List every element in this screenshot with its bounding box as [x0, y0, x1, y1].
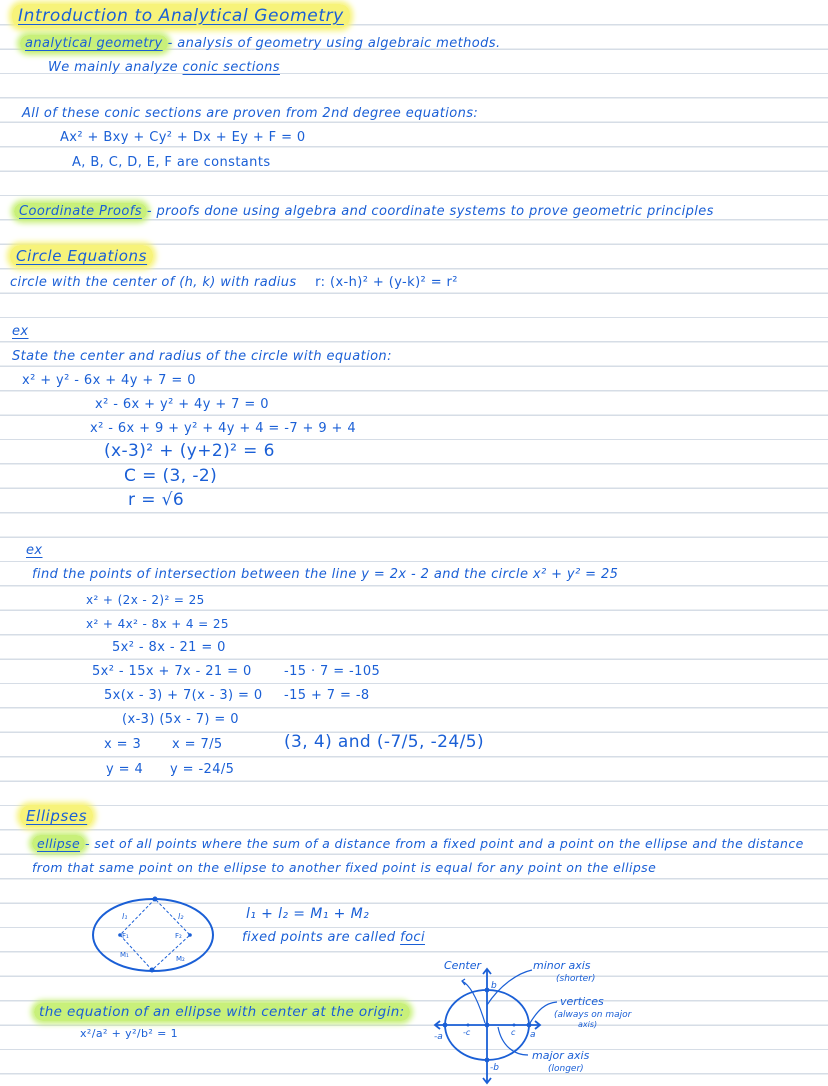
circle-formula: r: (x-h)² + (y-k)² = r² [315, 275, 458, 290]
foci-relation: l₁ + l₂ = M₁ + M₂ [246, 906, 370, 922]
svg-text:l₂: l₂ [178, 912, 184, 921]
circle-statement: circle with the center of (h, k) with radius r: (x-h)² + (y-k)² = r² [10, 275, 458, 290]
definition-analytical-geometry: analytical geometry - analysis of geometry using algebraic methods. [20, 36, 500, 52]
example2-step: x² + 4x² - 8x + 4 = 25 [86, 617, 229, 631]
foci-note: fixed points are called foci [242, 930, 425, 945]
example2-y2: y = -24/5 [170, 762, 235, 777]
example2-prompt: find the points of intersection between the line y = 2x - 2 and the circle x² + y² = 25 [32, 567, 619, 582]
svg-text:Center: Center [444, 959, 482, 972]
svg-text:M₂: M₂ [176, 955, 185, 963]
example2-step: 5x(x - 3) + 7(x - 3) = 0 [104, 688, 263, 703]
conic-sections-term: conic sections [182, 60, 280, 75]
example1-step: x² - 6x + y² + 4y + 7 = 0 [95, 397, 269, 412]
example2-x1: x = 3 [104, 737, 142, 752]
svg-text:-b: -b [490, 1063, 499, 1073]
svg-text:b: b [491, 981, 497, 991]
example1-step: (x-3)² + (y+2)² = 6 [104, 441, 275, 461]
svg-text:a: a [530, 1030, 536, 1040]
example-label-1: ex [12, 324, 29, 339]
example1-prompt: State the center and radius of the circle with equation: [12, 349, 392, 364]
ellipse-axes-diagram [420, 955, 700, 1086]
example2-answer: (3, 4) and (-7/5, -24/5) [284, 732, 484, 752]
section-title-ellipses: Ellipses [20, 808, 93, 824]
example2-step: x² + (2x - 2)² = 25 [86, 593, 205, 607]
example2-step: (x-3) (5x - 7) = 0 [122, 712, 239, 727]
example1-center: C = (3, -2) [124, 466, 218, 486]
general-equation: Ax² + Bxy + Cy² + Dx + Ey + F = 0 [60, 130, 306, 145]
term-coordinate-proofs: Coordinate Proofs [14, 203, 147, 220]
svg-text:-c: -c [463, 1028, 471, 1037]
conics-statement: All of these conic sections are proven from 2nd degree equations: [22, 106, 479, 121]
svg-text:vertices: vertices [560, 995, 604, 1008]
origin-ellipse-equation: x²/a² + y²/b² = 1 [80, 1027, 179, 1040]
example1-step: x² - 6x + 9 + y² + 4y + 4 = -7 + 9 + 4 [90, 421, 357, 436]
svg-text:-a: -a [434, 1032, 443, 1042]
term-ellipse: ellipse [32, 835, 85, 852]
svg-text:major axis: major axis [532, 1049, 590, 1062]
ellipse-foci-diagram [90, 895, 220, 975]
conic-sections-note: We mainly analyze conic sections [48, 60, 280, 75]
example2-x2: x = 7/5 [172, 737, 223, 752]
foci-term: foci [400, 930, 425, 945]
svg-text:minor axis: minor axis [533, 959, 591, 972]
example1-step: x² + y² - 6x + 4y + 7 = 0 [22, 373, 196, 388]
svg-text:F₂: F₂ [175, 932, 182, 940]
example2-side-work: -15 + 7 = -8 [284, 688, 370, 703]
example-label-2: ex [26, 543, 43, 558]
page-title: Introduction to Analytical Geometry [12, 8, 350, 24]
example1-radius: r = √6 [128, 490, 185, 510]
ellipse-definition-line2: from that same point on the ellipse to another fixed point is equal for any point on the ellipse [32, 860, 657, 875]
term-analytical-geometry: analytical geometry [20, 35, 168, 52]
example2-side-work: -15 · 7 = -105 [284, 664, 381, 679]
definition-coordinate-proofs: Coordinate Proofs - proofs done using algebra and coordinate systems to prove geometric principles [14, 204, 714, 220]
example2-step: 5x² - 15x + 7x - 21 = 0 [92, 664, 252, 679]
constants-note: A, B, C, D, E, F are constants [72, 155, 271, 170]
origin-ellipse-equation-label: the equation of an ellipse with center at the origin: [34, 1004, 410, 1020]
svg-text:c: c [511, 1028, 516, 1037]
ellipse-definition-line1: ellipse - set of all points where the sum of a distance from a fixed point and a point on the ellipse and the distance [32, 836, 804, 852]
svg-text:(longer): (longer) [548, 1064, 584, 1074]
svg-text:M₁: M₁ [120, 951, 129, 959]
example2-y1: y = 4 [106, 762, 144, 777]
svg-text:(always on major: (always on major [554, 1010, 632, 1020]
svg-text:l₁: l₁ [122, 912, 128, 921]
svg-text:(shorter): (shorter) [556, 974, 596, 984]
example2-step: 5x² - 8x - 21 = 0 [112, 640, 226, 655]
svg-text:axis): axis) [578, 1020, 598, 1029]
svg-text:F₁: F₁ [122, 932, 129, 940]
section-title-circle-equations: Circle Equations [10, 248, 153, 264]
